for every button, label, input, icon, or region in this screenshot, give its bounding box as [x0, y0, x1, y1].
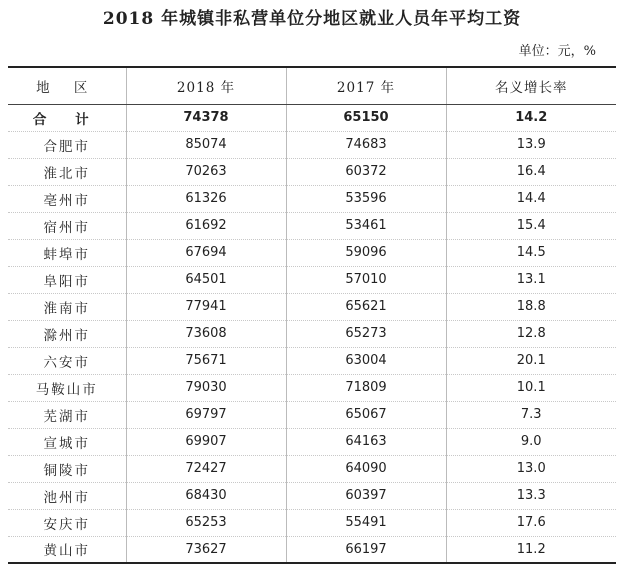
wage-2018-cell: 85074 — [126, 131, 286, 158]
wage-2018-cell: 67694 — [126, 239, 286, 266]
growth-rate-cell: 7.3 — [446, 401, 616, 428]
wage-2017-cell: 59096 — [286, 239, 446, 266]
wage-2018-cell: 73627 — [126, 536, 286, 563]
growth-rate-cell: 9.0 — [446, 428, 616, 455]
region-cell: 滁州市 — [8, 320, 126, 347]
wage-2017-cell: 53596 — [286, 185, 446, 212]
wage-2017-cell: 65621 — [286, 293, 446, 320]
growth-rate-cell: 11.2 — [446, 536, 616, 563]
region-cell: 淮南市 — [8, 293, 126, 320]
table-row — [8, 509, 616, 536]
wage-2018-cell: 64501 — [126, 266, 286, 293]
table-row — [8, 482, 616, 509]
region-cell: 宿州市 — [8, 212, 126, 239]
region-cell: 芜湖市 — [8, 401, 126, 428]
table-row — [8, 401, 616, 428]
header-2017: 2017 年 — [286, 67, 446, 104]
region-cell: 亳州市 — [8, 185, 126, 212]
region-cell: 蚌埠市 — [8, 239, 126, 266]
wage-2017-cell: 64090 — [286, 455, 446, 482]
wage-2018-cell: 72427 — [126, 455, 286, 482]
table-row — [8, 239, 616, 266]
table-row — [8, 158, 616, 185]
growth-rate-cell: 13.9 — [446, 131, 616, 158]
region-cell: 铜陵市 — [8, 455, 126, 482]
wage-2017-cell: 64163 — [286, 428, 446, 455]
table-row — [8, 347, 616, 374]
wage-2017-cell: 65067 — [286, 401, 446, 428]
table-row — [8, 455, 616, 482]
table-row — [8, 536, 616, 563]
unit-label: 单位：元，% — [518, 44, 596, 59]
table-row — [8, 428, 616, 455]
growth-rate-cell: 18.8 — [446, 293, 616, 320]
growth-rate-cell: 16.4 — [446, 158, 616, 185]
wage-2018-cell: 69797 — [126, 401, 286, 428]
wage-2018-cell: 69907 — [126, 428, 286, 455]
wage-2017-cell: 60397 — [286, 482, 446, 509]
table-row — [8, 266, 616, 293]
wage-2018-cell: 74378 — [126, 104, 286, 131]
wage-2017-cell: 65273 — [286, 320, 446, 347]
region-cell: 阜阳市 — [8, 266, 126, 293]
wage-2017-cell: 53461 — [286, 212, 446, 239]
page-title: 2018 年城镇非私营单位分地区就业人员年平均工资 — [102, 9, 522, 29]
growth-rate-cell: 14.5 — [446, 239, 616, 266]
region-cell: 淮北市 — [8, 158, 126, 185]
region-cell: 池州市 — [8, 482, 126, 509]
growth-rate-cell: 13.3 — [446, 482, 616, 509]
table-row — [8, 185, 616, 212]
growth-rate-cell: 20.1 — [446, 347, 616, 374]
table-body — [8, 104, 616, 563]
wage-2017-cell: 57010 — [286, 266, 446, 293]
total-row — [8, 104, 616, 131]
growth-rate-cell: 13.0 — [446, 455, 616, 482]
wage-2017-cell: 63004 — [286, 347, 446, 374]
wage-2018-cell: 77941 — [126, 293, 286, 320]
growth-rate-cell: 17.6 — [446, 509, 616, 536]
table-row — [8, 131, 616, 158]
table-row — [8, 320, 616, 347]
growth-rate-cell: 10.1 — [446, 374, 616, 401]
region-cell: 合肥市 — [8, 131, 126, 158]
wage-2017-cell: 66197 — [286, 536, 446, 563]
wage-2018-cell: 61692 — [126, 212, 286, 239]
table-row — [8, 293, 616, 320]
wage-2017-cell: 74683 — [286, 131, 446, 158]
wage-2018-cell: 75671 — [126, 347, 286, 374]
wage-2017-cell: 55491 — [286, 509, 446, 536]
table-header-row — [8, 67, 616, 104]
region-cell: 黄山市 — [8, 536, 126, 563]
wage-2017-cell: 65150 — [286, 104, 446, 131]
table-row — [8, 212, 616, 239]
wage-2018-cell: 73608 — [126, 320, 286, 347]
table-row — [8, 374, 616, 401]
region-cell: 宣城市 — [8, 428, 126, 455]
wage-2018-cell: 70263 — [126, 158, 286, 185]
region-cell: 马鞍山市 — [8, 374, 126, 401]
wage-2017-cell: 60372 — [286, 158, 446, 185]
growth-rate-cell: 14.2 — [446, 104, 616, 131]
region-cell: 六安市 — [8, 347, 126, 374]
growth-rate-cell: 12.8 — [446, 320, 616, 347]
growth-rate-cell: 14.4 — [446, 185, 616, 212]
wage-2018-cell: 68430 — [126, 482, 286, 509]
region-cell: 合 计 — [8, 104, 126, 131]
region-cell: 安庆市 — [8, 509, 126, 536]
growth-rate-cell: 15.4 — [446, 212, 616, 239]
growth-rate-cell: 13.1 — [446, 266, 616, 293]
header-growth-rate: 名义增长率 — [446, 67, 616, 104]
wage-table — [8, 66, 616, 564]
wage-2018-cell: 61326 — [126, 185, 286, 212]
wage-2018-cell: 65253 — [126, 509, 286, 536]
header-region: 地 区 — [8, 67, 126, 104]
wage-2017-cell: 71809 — [286, 374, 446, 401]
wage-2018-cell: 79030 — [126, 374, 286, 401]
header-2018: 2018 年 — [126, 67, 286, 104]
